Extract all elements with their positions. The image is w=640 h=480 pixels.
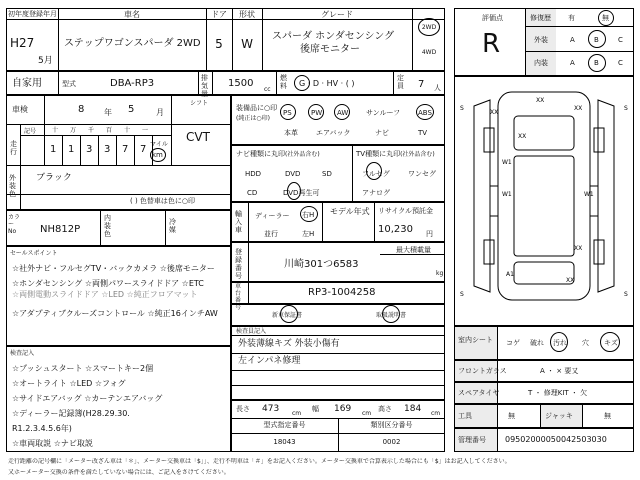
navi-label-sub: (社外品含む) bbox=[285, 151, 320, 158]
equip-tv: TV bbox=[418, 129, 428, 137]
divider bbox=[352, 145, 353, 202]
divider bbox=[116, 135, 117, 165]
right-hand: 右H bbox=[302, 211, 315, 219]
tv-analog: アナログ bbox=[362, 189, 390, 197]
footer-line2: 又ホーメーター交換の条件を満たしていない場合には、ご記入をさけてください。 bbox=[8, 469, 230, 476]
length-unit: cm bbox=[292, 410, 302, 417]
divider bbox=[582, 404, 583, 428]
first-reg-label: 初年度登録年月 bbox=[8, 10, 57, 18]
model-year-label: モデル年式 bbox=[330, 207, 370, 216]
doors-value: 5 bbox=[215, 37, 223, 51]
height-unit: cm bbox=[431, 410, 441, 417]
digit-header: 万 bbox=[70, 127, 77, 134]
sales-point-line: ☆アダプティブクルーズコントロール ☆純正16インチAW bbox=[12, 309, 218, 318]
tv-label-sub: (社外品含む) bbox=[400, 151, 435, 158]
drive-4wd: 4WD bbox=[421, 49, 437, 56]
damage-mark: W1 bbox=[502, 159, 512, 166]
chassis-value: RP3-1004258 bbox=[308, 287, 376, 298]
parallel-label: 並行 bbox=[264, 230, 278, 238]
equipment-sub: (純正は○印) bbox=[236, 115, 270, 122]
digit: 7 bbox=[140, 144, 147, 155]
spare-tire-value: T ・ 修理KIT ・ 欠 bbox=[528, 389, 588, 397]
person-unit: 人 bbox=[434, 84, 441, 92]
digit-header: 十 bbox=[52, 127, 59, 134]
grade-line2: 後席モニター bbox=[300, 44, 360, 55]
exterior-rating-label: 外装 bbox=[534, 36, 548, 44]
inspection-label: 車検 bbox=[12, 105, 28, 114]
left-hand: 左H bbox=[302, 230, 315, 238]
divider bbox=[231, 433, 445, 434]
repair-option-yes: 有 bbox=[568, 14, 575, 22]
side-label: S bbox=[460, 105, 464, 112]
exterior-color: ブラック bbox=[36, 173, 72, 183]
tv-label bbox=[356, 150, 435, 158]
capacity-value: 7 bbox=[418, 79, 425, 90]
divider bbox=[231, 353, 445, 354]
damage-mark: XX bbox=[518, 133, 527, 140]
equip-pw: PW bbox=[311, 109, 323, 117]
digit: 3 bbox=[104, 144, 111, 155]
sales-points-title: セールスポイント bbox=[10, 250, 58, 257]
divider bbox=[165, 210, 166, 246]
divider bbox=[525, 51, 634, 52]
grade-line1: スパーダ ホンダセンシング bbox=[272, 31, 395, 42]
divider bbox=[248, 282, 249, 304]
displacement-value: 1500 bbox=[228, 78, 254, 89]
damage-mark: A1 bbox=[506, 271, 514, 278]
month-unit: 月 bbox=[43, 56, 53, 66]
sales-point-line: ☆社外ナビ・フルセグTV・バックカメラ ☆後席モニター bbox=[12, 264, 215, 273]
wheel bbox=[594, 128, 604, 152]
recycle-unit: 円 bbox=[426, 230, 433, 238]
doors-label: ドア bbox=[211, 10, 227, 19]
interior-grade-a: A bbox=[570, 59, 575, 67]
divider bbox=[212, 71, 213, 95]
divider bbox=[231, 385, 445, 386]
repair-label: 修復歴 bbox=[530, 14, 551, 22]
navi-cd: CD bbox=[247, 189, 258, 197]
car-name: ステップワゴンスパーダ 2WD bbox=[64, 38, 201, 49]
exterior-grade-b: B bbox=[594, 36, 599, 44]
digit-header: 十 bbox=[124, 127, 131, 134]
recycle-value: 10,230 bbox=[378, 224, 413, 235]
interior-grade-c: C bbox=[618, 59, 623, 67]
capacity-label: 定員 bbox=[397, 74, 404, 90]
equip-navi: ナビ bbox=[375, 129, 389, 137]
tv-fullseg: フルセグ bbox=[362, 170, 390, 178]
damage-mark: XX bbox=[490, 109, 499, 116]
digit: 7 bbox=[122, 144, 129, 155]
divider bbox=[171, 95, 172, 165]
management-label: 管理番号 bbox=[458, 436, 486, 444]
divider bbox=[380, 254, 445, 255]
divider bbox=[322, 202, 323, 242]
warranty-block bbox=[231, 304, 445, 326]
width-label: 幅 bbox=[312, 405, 319, 413]
extras-line: ☆ディーラー記録簿(H28.29.30. bbox=[12, 409, 130, 418]
car-diagram bbox=[454, 76, 634, 326]
repair-option-no: 無 bbox=[602, 14, 609, 22]
equip-leather: 本革 bbox=[284, 129, 298, 137]
tools-label: 工具 bbox=[458, 412, 472, 420]
inspector-note-line: 外装薄線キズ 外装小傷有 bbox=[238, 339, 340, 349]
sales-point-overwritten: ☆両側電動スライドドア ☆LED ☆純正フロアマット bbox=[12, 290, 198, 299]
fuel-label: 燃料 bbox=[280, 74, 287, 90]
inspector-notes-title: 検査員記入 bbox=[236, 328, 267, 335]
interior-seat-label: 室内シート bbox=[458, 336, 493, 344]
divider bbox=[412, 8, 413, 71]
shift-label: シフト bbox=[190, 100, 209, 107]
refrigerant-label: 冷媒 bbox=[169, 218, 176, 234]
seat-option-scratch: キズ bbox=[604, 339, 618, 347]
front-glass-value: A ・ × 要又 bbox=[540, 367, 579, 375]
shape-value: W bbox=[241, 37, 253, 51]
max-load-unit: kg bbox=[436, 270, 444, 277]
height-label: 高さ bbox=[378, 405, 392, 413]
front-glass-label: フロントガラス bbox=[458, 367, 507, 375]
divider bbox=[44, 95, 45, 165]
damage-mark: W1 bbox=[502, 191, 512, 198]
divider bbox=[231, 370, 445, 371]
damage-mark: XX bbox=[574, 105, 583, 112]
divider bbox=[231, 335, 445, 336]
mileage-record-label: 記号 bbox=[24, 128, 37, 135]
side-label: S bbox=[624, 291, 628, 298]
navi-sd: SD bbox=[322, 170, 332, 178]
damage-mark: XX bbox=[536, 97, 545, 104]
divider bbox=[248, 202, 249, 242]
extras-line: ☆車両取説 ☆ナビ取説 bbox=[12, 439, 93, 448]
digit: 1 bbox=[68, 144, 75, 155]
seat-option-burn: コゲ bbox=[506, 339, 520, 347]
navi-dvd: DVD bbox=[285, 170, 301, 178]
recycle-label: リサイクル預託金 bbox=[378, 207, 434, 215]
management-value: 09502000050042503030 bbox=[505, 435, 607, 444]
model-value: DBA-RP3 bbox=[110, 78, 155, 89]
rear-glass bbox=[514, 262, 574, 284]
divider bbox=[100, 210, 101, 246]
tools-value: 無 bbox=[508, 412, 515, 420]
shift-value: CVT bbox=[186, 130, 210, 144]
spare-tire-label: スペアタイヤ bbox=[458, 389, 500, 397]
equip-abs: ABS bbox=[418, 109, 432, 117]
divider bbox=[20, 124, 21, 165]
first-reg-month bbox=[38, 56, 53, 67]
divider bbox=[374, 202, 375, 242]
navi-hdd: HDD bbox=[245, 170, 262, 178]
width-value: 169 bbox=[334, 404, 352, 414]
interior-rating-label: 内装 bbox=[534, 59, 548, 67]
jack-label: ジャッキ bbox=[545, 412, 573, 420]
side-right bbox=[598, 100, 614, 292]
equip-airbag: エアバック bbox=[316, 129, 351, 137]
wheel bbox=[484, 128, 494, 152]
type-no-label: 型式指定番号 bbox=[263, 421, 306, 429]
first-reg-era: H27 bbox=[10, 36, 35, 50]
wheel bbox=[484, 240, 494, 264]
exterior-block bbox=[6, 165, 231, 210]
width-unit: cm bbox=[362, 410, 372, 417]
cc-unit: cc bbox=[264, 86, 271, 93]
length-value: 473 bbox=[262, 404, 280, 414]
unit-mile: マイル bbox=[150, 141, 168, 148]
inspector-note-line: 左インパネ修理 bbox=[238, 356, 301, 366]
tv-label-text: TV種類に丸印 bbox=[356, 150, 401, 158]
month-value: 5 bbox=[38, 56, 44, 66]
car-name-label: 車名 bbox=[124, 10, 140, 19]
footer-line1: 走行距離の記号欄に「メーター改ざん車は「＊」、メーター交換車は「$」」、走行不明車は「＃」をお記入ください。メーター交換車で合算表示した場合にも「$」はお記入してください。 bbox=[8, 458, 511, 465]
seat-option-tear: 破れ bbox=[530, 339, 544, 347]
divider bbox=[497, 326, 498, 360]
displacement-label: 排気量 bbox=[201, 74, 208, 98]
unit-km: km bbox=[152, 151, 163, 159]
inspection-year-unit: 年 bbox=[104, 108, 112, 117]
digit-header: 千 bbox=[88, 127, 95, 134]
damage-mark: XX bbox=[574, 245, 583, 252]
damage-mark: W1 bbox=[584, 191, 594, 198]
length-label: 長さ bbox=[236, 405, 250, 413]
navi-label-text: ナビ種類に丸印 bbox=[236, 150, 285, 158]
divider bbox=[248, 242, 249, 282]
exterior-grade-c: C bbox=[618, 36, 623, 44]
divider bbox=[497, 428, 498, 452]
divider bbox=[134, 135, 135, 165]
sales-point-line: ☆ホンダセンシング ☆両側パワースライドドア ☆ETC bbox=[12, 279, 204, 288]
divider bbox=[6, 19, 445, 20]
divider bbox=[20, 135, 171, 136]
mileage-side-label: 走行 bbox=[10, 140, 17, 156]
inspection-month-unit: 月 bbox=[156, 108, 164, 117]
tv-oneseg: ワンセグ bbox=[408, 170, 436, 178]
divider bbox=[276, 71, 277, 95]
navi-dvd-play: DVD再生可 bbox=[283, 189, 320, 197]
extras-line: ☆サイドエアバッグ ☆カーテンエアバッグ bbox=[12, 394, 163, 403]
divider bbox=[540, 404, 541, 428]
divider bbox=[198, 71, 199, 95]
class-no-value: 0002 bbox=[382, 438, 401, 446]
damage-mark: XX bbox=[566, 277, 575, 284]
digit: 1 bbox=[50, 144, 57, 155]
repaint-note: ( ) 色替車は色に○印 bbox=[130, 197, 196, 205]
grade-label: グレード bbox=[321, 10, 353, 19]
seat-option-stain: 汚れ bbox=[553, 339, 567, 347]
type-no-value: 18043 bbox=[273, 438, 296, 446]
jack-value: 無 bbox=[604, 412, 611, 420]
color-no-label: カラーNo bbox=[8, 214, 21, 235]
warranty-label: 新車保証書 bbox=[272, 312, 303, 319]
divider bbox=[497, 404, 498, 428]
plate-side-label: 登録番号 bbox=[235, 248, 242, 280]
drive-2wd: 2WD bbox=[421, 24, 437, 31]
divider bbox=[98, 135, 99, 165]
divider bbox=[6, 124, 231, 125]
navi-label bbox=[236, 150, 320, 158]
manual-label: 取扱説明書 bbox=[376, 312, 407, 319]
divider bbox=[20, 165, 21, 210]
chassis-side-label: 車台番号 bbox=[235, 283, 242, 311]
max-load-label: 最大積載量 bbox=[396, 246, 431, 254]
import-side-label: 輸入車 bbox=[235, 210, 242, 234]
divider bbox=[62, 135, 63, 165]
extras-line: ☆オートライト ☆LED ☆フォグ bbox=[12, 379, 126, 388]
equipment-label: 装備品に○印 bbox=[236, 104, 278, 112]
class-no-label: 類別区分番号 bbox=[370, 421, 413, 429]
plate-value: 川崎301つ6583 bbox=[284, 259, 359, 270]
digit-header: 一 bbox=[142, 127, 149, 134]
car-body-top bbox=[498, 92, 590, 300]
rating-label: 評価点 bbox=[482, 14, 503, 22]
equip-sunroof: サンルーフ bbox=[366, 109, 401, 117]
side-label: S bbox=[624, 105, 628, 112]
wheel bbox=[594, 240, 604, 264]
interior-grade-b: B bbox=[594, 59, 599, 67]
equip-ps: PS bbox=[283, 109, 292, 117]
inspection-month: 5 bbox=[128, 104, 135, 115]
equip-aw: AW bbox=[337, 109, 349, 117]
exterior-side-label: 外装色 bbox=[9, 174, 16, 198]
extras-line: R1.2.3.4.5.6年) bbox=[12, 424, 72, 433]
roof bbox=[514, 156, 574, 256]
height-value: 184 bbox=[404, 404, 422, 414]
model-label: 型式 bbox=[62, 80, 76, 88]
side-label: S bbox=[460, 291, 464, 298]
rating-value: R bbox=[482, 29, 501, 59]
digit: 3 bbox=[86, 144, 93, 155]
exterior-grade-a: A bbox=[570, 36, 575, 44]
divider bbox=[525, 26, 634, 27]
inspection-year: 8 bbox=[78, 104, 85, 115]
dealer-label: ディーラー bbox=[255, 212, 290, 220]
divider bbox=[80, 135, 81, 165]
fuel-options: G · D · HV · ( ) bbox=[299, 79, 355, 88]
usage-value: 自家用 bbox=[12, 78, 42, 89]
digit-header: 百 bbox=[106, 127, 113, 134]
extras-line: ☆プッシュスタート ☆スマートキー2個 bbox=[12, 364, 154, 373]
divider bbox=[393, 71, 394, 95]
interior-color-label: 内装色 bbox=[104, 214, 111, 238]
color-no-value: NH812P bbox=[40, 224, 81, 235]
seat-option-hole: 穴 bbox=[582, 339, 589, 347]
shape-label: 形状 bbox=[239, 10, 255, 19]
side-left bbox=[474, 100, 490, 292]
extras-title: 検査記入 bbox=[10, 350, 35, 357]
